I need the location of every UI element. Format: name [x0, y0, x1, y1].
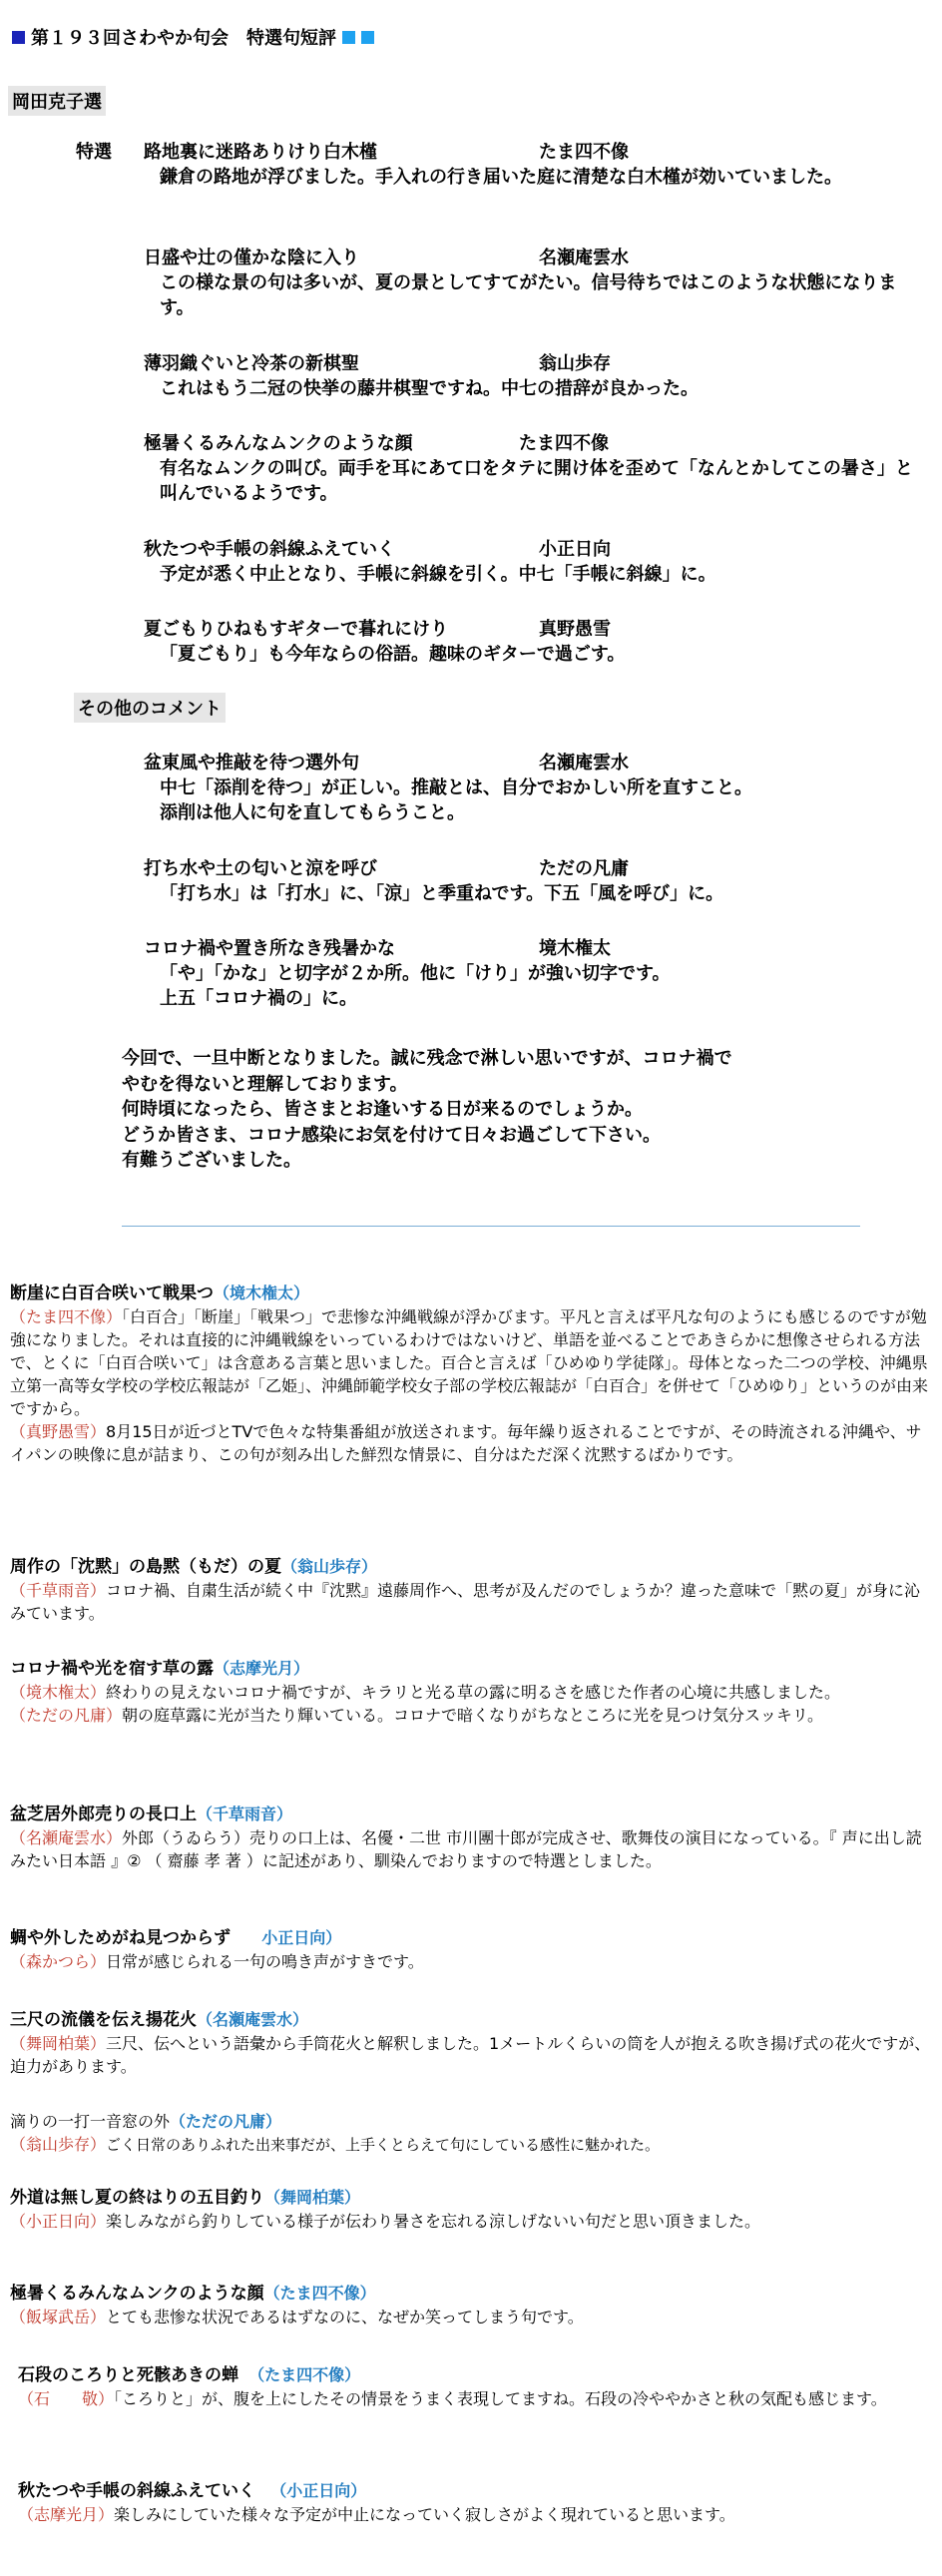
haiku-author: 名瀬庵雲水: [539, 753, 629, 773]
haiku-author: たま四不像: [519, 433, 609, 454]
haiku-text: 極暑くるみんなムンクのような顔: [144, 433, 413, 454]
okada-entry: [0, 537, 942, 593]
haiku-author: 小正日向）: [245, 1928, 342, 1947]
haiku-text: 路地裏に迷路ありけり白木槿: [144, 142, 377, 163]
comment-text: 「ころりと」が、腹を上にしたその情景をうまく表現してますね。石段の冷ややかさと秋の気配も感じます。: [114, 2389, 887, 2408]
section-heading-okada: 岡田克子選: [8, 86, 106, 116]
haiku-author: （ただの凡庸）: [170, 2112, 282, 2131]
haiku-text: 盆芝居外郎売りの長口上: [10, 1804, 197, 1824]
haiku-author: たま四不像: [539, 142, 629, 163]
closing-line: 有難うございました。: [122, 1150, 301, 1171]
haiku-author: 翁山歩存: [539, 353, 611, 374]
commenter: （たま四不像）: [10, 1307, 123, 1326]
haiku-comment-line: 添削は他人に句を直してもらうこと。: [160, 802, 465, 823]
haiku-comment-line: 上五「コロナ禍の」に。: [160, 988, 357, 1009]
member-comment-block: [10, 2110, 932, 2157]
commenter: （飯塚武岳）: [10, 2308, 107, 2326]
commenter: （千草雨音）: [10, 1581, 107, 1600]
comment-text: ごく日常のありふれた出来事だが、上手くとらえて句にしている感性に魅かれた。: [106, 2136, 661, 2154]
commenter: （石 敬）: [18, 2389, 115, 2408]
closing-line: 何時頃になったら、皆さまとお逢いする日が来るのでしょうか。: [122, 1099, 643, 1120]
haiku-author: （翁山歩存）: [281, 1557, 378, 1576]
haiku-author: （志摩光月）: [214, 1659, 310, 1678]
haiku-text: 日盛や辻の僅かな陰に入り: [144, 248, 359, 268]
other-entry: [0, 856, 942, 912]
comment-text: 外郎（うゐらう）売りの口上は、名優・二世 市川團十郎が完成させ、歌舞伎の演目になっている。『 声に出し読みたい日本語 』② （ 齋藤 孝 著 ）に記述があり、馴染んでおりますので特選としました。: [10, 1828, 922, 1870]
comment-text: 8月15日が近づとTVで色々な特集番組が放送されます。毎年繰り返されることですが、その時流される沖縄や、サイパンの映像に息が詰まり、この句が刻み出した鮮烈な情景に、自分はただ深く沈黙するばかりです。: [10, 1422, 922, 1464]
haiku-comment-line: 「や」「かな」と切字が２か所。他に「けり」が強い切字です。: [160, 963, 671, 984]
haiku-author: 名瀬庵雲水: [539, 248, 629, 268]
other-entry: [0, 751, 942, 832]
haiku-comment: 「夏ごもり」も今年ならの俗語。趣味のギターで過ごす。: [160, 644, 626, 665]
commenter: （志摩光月）: [18, 2505, 115, 2524]
member-comment-block: [10, 1926, 932, 1973]
haiku-text: 盆東風や推敲を待つ選外句: [144, 753, 359, 773]
haiku-text: 周作の「沈黙」の島黙（もだ）の夏: [10, 1557, 281, 1577]
page-title: [12, 24, 374, 50]
closing-line: 今回で、一旦中断となりました。誠に残念で淋しい思いですが、コロナ禍で: [122, 1048, 732, 1069]
haiku-author: 真野愚雪: [539, 619, 611, 640]
okada-entry: [0, 246, 942, 327]
member-comment-block: [10, 1282, 932, 1466]
member-comment-block: [10, 2282, 932, 2328]
haiku-text: 秋たつや手帳の斜線ふえていく: [18, 2481, 255, 2501]
closing-line: どうか皆さま、コロナ感染にお気を付けて日々お過ごして下さい。: [122, 1124, 661, 1146]
haiku-author: （たま四不像）: [263, 2284, 376, 2303]
haiku-comment: この様な景の句は多いが、夏の景としてすてがたい。信号待ちではこのような状態になります。: [160, 272, 897, 318]
commenter: （森かつら）: [10, 1952, 107, 1971]
member-comment-block: [18, 2363, 932, 2410]
haiku-text: 滴りの一打一音窓の外: [10, 2112, 171, 2131]
divider: [122, 1226, 860, 1227]
haiku-text: 打ち水や土の匂いと涼を呼び: [144, 858, 377, 879]
square-bullet-icon: [342, 31, 355, 44]
haiku-author: （舞岡柏葉）: [264, 2188, 361, 2207]
comment-text: コロナ禍、自粛生活が続く中『沈黙』遠藤周作へ、思考が及んだのでしょうか？違った意味で「黙の夏」が身に沁みています。: [10, 1581, 921, 1623]
page-title-text: 第１９３回さわやか句会 特選句短評: [31, 28, 336, 49]
square-bullet-icon: [12, 31, 25, 44]
comment-text: 日常が感じられる一句の鳴き声がすきです。: [106, 1952, 424, 1971]
haiku-comment: 鎌倉の路地が浮びました。手入れの行き届いた庭に清楚な白木槿が効いていました。: [160, 167, 842, 188]
member-comment-block: [10, 1657, 932, 1727]
comment-text: 終わりの見えないコロナ禍ですが、キラリと光る草の露に明るさを感じた作者の心境に共感しました。: [106, 1683, 841, 1702]
haiku-author: （境木権太）: [214, 1284, 310, 1302]
haiku-text: コロナ禍や光を宿す草の露: [10, 1659, 214, 1679]
commenter: （翁山歩存）: [10, 2135, 107, 2154]
okada-entry: [0, 351, 942, 407]
comment-text: 楽しみながら釣りしている様子が伝わり暑さを忘れる涼しげないい句だと思い頂きました。: [106, 2212, 761, 2231]
member-comment-block: [10, 2008, 932, 2078]
commenter: （境木権太）: [10, 1683, 107, 1702]
other-entry: [0, 936, 942, 1018]
special-label: 特選: [76, 142, 112, 163]
haiku-text: コロナ禍や置き所なき残暑かな: [144, 938, 395, 959]
haiku-author: 小正日向: [539, 539, 611, 560]
haiku-author: （たま四不像）: [248, 2365, 361, 2384]
haiku-text: 夏ごもりひねもすギターで暮れにけり: [144, 619, 449, 640]
member-comment-block: [10, 2186, 932, 2233]
haiku-text: 石段のころりと死骸あきの蝉: [18, 2365, 238, 2385]
haiku-comment: これはもう二冠の快挙の藤井棋聖ですね。中七の措辞が良かった。: [160, 378, 699, 399]
haiku-comment: 有名なムンクの叫び。両手を耳にあて口をタテに開け体を歪めて「なんとかしてこの暑さ」と叫んでいるようです。: [160, 458, 913, 504]
commenter: （小正日向）: [10, 2212, 107, 2231]
comment-text: 朝の庭草露に光が当たり輝いている。コロナで暗くなりがちなところに光を見つけ気分スッキリ。: [122, 1706, 824, 1725]
haiku-text: 蜩や外しためがね見つからず: [10, 1928, 231, 1948]
haiku-text: 極暑くるみんなムンクのような顔: [10, 2284, 264, 2304]
commenter: （名瀬庵雲水）: [10, 1828, 123, 1847]
haiku-comment-line: 「打ち水」は「打水」に、「涼」と季重ねです。下五「風を呼び」に。: [160, 883, 724, 904]
haiku-text: 秋たつや手帳の斜線ふえていく: [144, 539, 395, 560]
haiku-author: 境木権太: [539, 938, 611, 959]
commenter: （ただの凡庸）: [10, 1706, 123, 1725]
closing-message: [122, 1046, 920, 1174]
comment-text: 楽しみにしていた様々な予定が中止になっていく寂しさがよく現れていると思います。: [114, 2505, 735, 2524]
comment-text: とても悲惨な状況であるはずなのに、なぜか笑ってしまう句です。: [106, 2308, 584, 2326]
haiku-author: （千草雨音）: [197, 1804, 293, 1823]
haiku-author: （名瀬庵雲水）: [197, 2010, 309, 2029]
closing-line: やむを得ないと理解しております。: [122, 1073, 408, 1095]
comment-text: 三尺、伝へという語彙から手筒花火と解釈しました。1メートルくらいの筒を人が抱える吹き揚げ式の花火ですが、迫力があります。: [10, 2034, 931, 2076]
commenter: （真野愚雪）: [10, 1422, 107, 1441]
comment-text: 「白百合」「断崖」「戦果つ」で悲惨な沖縄戦線が浮かびます。平凡と言えば平凡な句のようにも感じるのですが勉強になりました。それは直接的に沖縄戦線をいっているわけではないけど、単語を並べることであきらかに想像させられる方法で、とくに「白百合咲いて」は含意ある言葉と思いました。百合と言えば「ひめゆり学徒隊」。母体となった二つの学校、沖縄県立第一高等女学校の学校広報誌が「乙姫」、沖縄師範学校女子部の学校広報誌が「白百合」を併せて「ひめゆり」というのが由来ですから。: [10, 1307, 929, 1418]
haiku-comment-line: 中七「添削を待つ」が正しい。推敲とは、自分でおかしい所を直すこと。: [160, 777, 752, 798]
haiku-text: 三尺の流儀を伝え揚花火: [10, 2010, 197, 2030]
okada-entry: [0, 617, 942, 673]
section-heading-others: その他のコメント: [74, 693, 226, 723]
square-bullet-icon: [361, 31, 374, 44]
member-comment-block: [18, 2479, 932, 2526]
member-comment-block: [10, 1803, 932, 1872]
okada-entry: [0, 140, 942, 222]
haiku-author: ただの凡庸: [539, 858, 629, 879]
haiku-text: 外道は無し夏の終はりの五目釣り: [10, 2188, 264, 2208]
haiku-author: （小正日向）: [270, 2481, 367, 2500]
haiku-comment: 予定が悉く中止となり、手帳に斜線を引く。中七「手帳に斜線」に。: [160, 564, 716, 585]
haiku-text: 薄羽織ぐいと冷茶の新棋聖: [144, 353, 359, 374]
okada-entry: [0, 431, 942, 513]
member-comment-block: [10, 1555, 932, 1625]
commenter: （舞岡柏葉）: [10, 2034, 107, 2053]
haiku-text: 断崖に白百合咲いて戦果つ: [10, 1284, 214, 1303]
